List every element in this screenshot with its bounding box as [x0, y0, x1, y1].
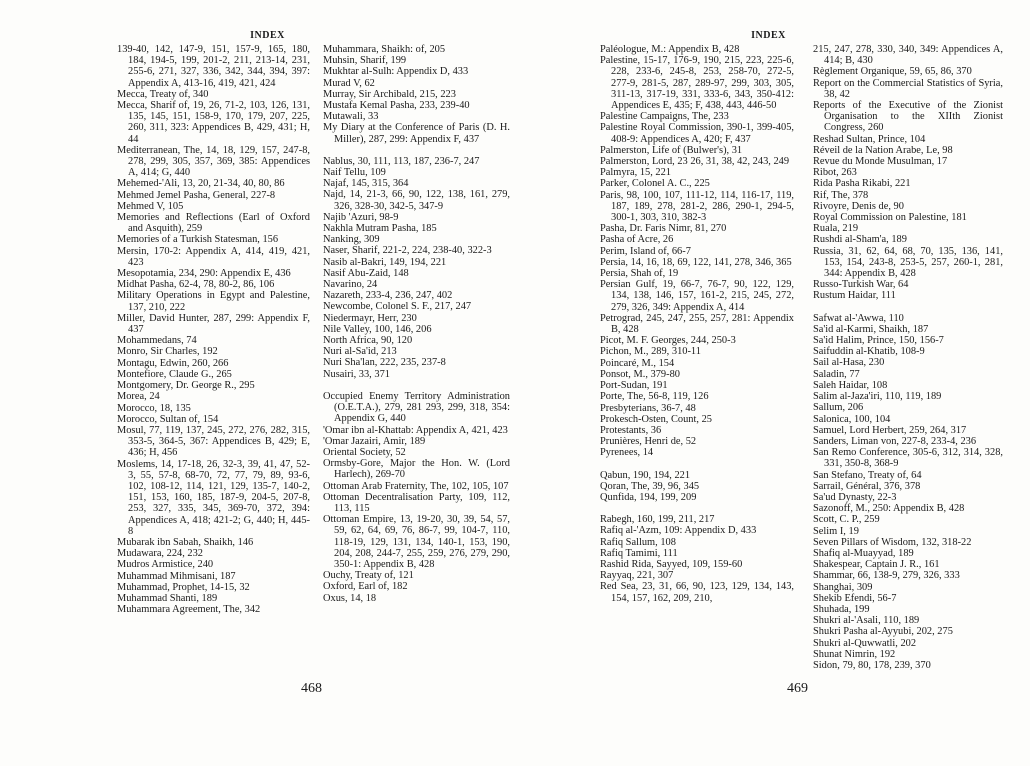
index-entry: Qabun, 190, 194, 221 — [600, 469, 691, 481]
index-entry: Muhammad Shanti, 189 — [117, 592, 218, 604]
index-entry: Mutawali, 33 — [323, 111, 379, 123]
index-entry: North Africa, 90, 120 — [323, 335, 413, 347]
index-entry: Palestine Royal Commission, 390-1, 399-405, 408-9: Appendices A, 420; F, 437 — [600, 122, 794, 145]
index-entry: Qunfida, 194, 199, 209 — [600, 491, 697, 503]
index-entry: Nanking, 309 — [323, 234, 380, 246]
index-entry: Montgomery, Dr. George R., 295 — [117, 380, 255, 392]
index-entry: 215, 247, 278, 330, 340, 349: Appendices A, 414; B, 430 — [813, 44, 1003, 67]
index-entry: Shakespear, Captain J. R., 161 — [813, 559, 940, 571]
index-entry: Najd, 14, 21-3, 66, 90, 122, 138, 161, 279, 326, 328-30, 342-5, 347-9 — [323, 189, 510, 212]
index-entry: Rashid Rida, Sayyed, 109, 159-60 — [600, 558, 743, 570]
index-entry: Reports of the Executive of the Zionist Organisation to the XIIth Zionist Congress, 260 — [813, 100, 1003, 134]
index-entry: Sazonoff, M., 250: Appendix B, 428 — [813, 503, 965, 515]
index-entry: My Diary at the Conference of Paris (D. H. Miller), 287, 299: Appendix F, 437 — [323, 122, 510, 145]
index-entry: Miller, David Hunter, 287, 299: Appendix F, 437 — [117, 312, 310, 336]
index-entry: Poincaré, M., 154 — [600, 357, 675, 369]
index-entry: Mohammedans, 74 — [117, 335, 197, 347]
index-entry: Saifuddin al-Khatib, 108-9 — [813, 346, 925, 358]
index-entry: Ribot, 263 — [813, 167, 857, 179]
index-entry: Sarrail, Général, 376, 378 — [813, 480, 921, 492]
index-entry: Rafiq Tamimi, 111 — [600, 547, 678, 559]
index-entry: Réveil de la Nation Arabe, Le, 98 — [813, 144, 953, 156]
index-entry: Paris, 98, 100, 107, 111-12, 114, 116-17, 119, 187, 189, 278, 281-2, 286, 290-1, 294-5, 300-1, 303, 310, 382-3 — [600, 189, 794, 224]
index-entry: Saleh Haidar, 108 — [813, 379, 888, 391]
index-entry: Shukri Pasha al-Ayyubi, 202, 275 — [813, 626, 953, 638]
index-entry: Oriental Society, 52 — [323, 446, 406, 458]
index-entry: Sa'id al-Karmi, Shaikh, 187 — [813, 323, 929, 335]
page-header: INDEX — [250, 30, 285, 41]
index-entry: Shafiq al-Muayyad, 189 — [813, 547, 914, 559]
index-entry: Naser, Sharif, 221-2, 224, 238-40, 322-3 — [323, 245, 492, 257]
index-entry: Ormsby-Gore, Major the Hon. W. (Lord Harlech), 269-70 — [323, 458, 510, 481]
index-entry: Mudawara, 224, 232 — [117, 548, 203, 560]
index-entry: Mudros Armistice, 240 — [117, 559, 214, 571]
index-entry: Rafiq Sallum, 108 — [600, 536, 676, 548]
index-entry: Revue du Monde Musulman, 17 — [813, 156, 948, 168]
index-entry: San Stefano, Treaty of, 64 — [813, 469, 922, 481]
index-entry: Morocco, Sultan of, 154 — [117, 413, 219, 425]
index-entry: Nazareth, 233-4, 236, 247, 402 — [323, 290, 453, 302]
index-entry: Naif Tellu, 109 — [323, 167, 386, 179]
index-entry: Navarino, 24 — [323, 279, 378, 291]
index-entry: Règlement Organique, 59, 65, 86, 370 — [813, 66, 972, 78]
index-entry: Niedermayr, Herr, 230 — [323, 312, 417, 324]
index-entry: Ottoman Empire, 13, 19-20, 30, 39, 54, 57, 59, 62, 64, 69, 76, 86-7, 99, 104-7, 110, 118-19, 129, 131, 134, 140-1, 153, 190, 204, 208, 244-7, 255, 259, 276, 279, 290, 350-1: Appendix B, 428 — [323, 514, 510, 570]
index-entry: Montagu, Edwin, 260, 266 — [117, 357, 229, 369]
index-column — [117, 44, 310, 615]
index-entry: Shukri al-'Asali, 110, 189 — [813, 615, 920, 627]
index-entry: Red Sea, 23, 31, 66, 90, 123, 129, 134, 143, 154, 157, 162, 209, 210, — [600, 581, 794, 604]
index-entry: Presbyterians, 36-7, 48 — [600, 402, 696, 414]
page-number: 468 — [301, 681, 322, 696]
index-entry: Muhammad Mihmisani, 187 — [117, 570, 236, 582]
index-entry: Mehemed-'Ali, 13, 20, 21-34, 40, 80, 86 — [117, 178, 285, 190]
index-entry: 'Omar Jazairi, Amir, 189 — [323, 435, 426, 447]
index-entry: Report on the Commercial Statistics of Syria, 38, 42 — [813, 77, 1003, 100]
index-entry: Shekib Efendi, 56-7 — [813, 592, 897, 604]
index-entry: Rif, The, 378 — [813, 189, 869, 201]
index-entry: Murray, Sir Archibald, 215, 223 — [323, 88, 456, 100]
index-entry: Sidon, 79, 80, 178, 239, 370 — [813, 659, 931, 671]
index-entry: Rida Pasha Rikabi, 221 — [813, 178, 911, 190]
index-entry: Persia, Shah of, 19 — [600, 268, 679, 280]
index-entry: Safwat al-'Awwa, 110 — [813, 312, 904, 324]
index-entry: Russia, 31, 62, 64, 68, 70, 135, 136, 141, 153, 154, 243-8, 253-5, 257, 260-1, 281, 344: Appendix B, 428 — [813, 245, 1003, 280]
index-entry: Oxus, 14, 18 — [323, 592, 377, 604]
index-entry: Sail al-Hasa, 230 — [813, 357, 885, 369]
index-entry: Nile Valley, 100, 146, 206 — [323, 323, 432, 335]
index-entry: Pasha, Dr. Faris Nimr, 81, 270 — [600, 223, 727, 235]
index-entry: Mecca, Sharif of, 19, 26, 71-2, 103, 126, 131, 135, 145, 151, 158-9, 170, 179, 207, 225, 260, 311, 323: Appendices B, 429, 431; H, 44 — [117, 100, 310, 145]
index-entry: Pyrenees, 14 — [600, 447, 654, 459]
index-entry: Parker, Colonel A. C., 225 — [600, 178, 710, 190]
index-entry: Port-Sudan, 191 — [600, 380, 668, 392]
index-entry: Ruala, 219 — [813, 223, 859, 235]
index-entry: Prunières, Henri de, 52 — [600, 436, 697, 448]
index-entry: Mecca, Treaty of, 340 — [117, 88, 209, 100]
index-entry: Morea, 24 — [117, 391, 160, 403]
index-entry: Sa'id Halim, Prince, 150, 156-7 — [813, 335, 944, 347]
index-entry: Ponsot, M., 379-80 — [600, 368, 680, 380]
index-entry: Rustum Haidar, 111 — [813, 290, 896, 302]
index-entry: Rafiq al-'Azm, 109: Appendix D, 433 — [600, 525, 757, 537]
index-entry: Palestine, 15-17, 176-9, 190, 215, 223, 225-6, 228, 233-6, 245-8, 253, 258-70, 272-5, 277-9, 281-5, 287, 289-97, 299, 303, 305, 311-13, 317-19, 331, 333-6, 343, 350-412: Appendices E, 435; F, 438, 443, 446-50 — [600, 55, 794, 112]
index-entry: Shanghai, 309 — [813, 581, 873, 593]
index-entry: Petrograd, 245, 247, 255, 257, 281: Appendix B, 428 — [600, 312, 794, 336]
index-entry: Sa'ud Dynasty, 22-3 — [813, 491, 897, 503]
index-entry: Shukri al-Quwwatli, 202 — [813, 637, 917, 649]
index-entry: Memories and Reflections (Earl of Oxford and Asquith), 259 — [117, 212, 310, 235]
index-entry: Moslems, 14, 17-18, 26, 32-3, 39, 41, 47, 52-3, 55, 57-8, 68-70, 72, 77, 79, 89, 93-6, 102, 108-12, 114, 121, 129, 135-7, 140-2, 151, 153, 160, 185, 187-9, 204-5, 207-8, 253, 327, 335, 345, 369-70, 372, 394: Appendices A, 418; 421-2; G, 440; H, 445-8 — [117, 458, 310, 537]
index-entry: Muhsin, Sharif, 199 — [323, 55, 407, 67]
page-header: INDEX — [751, 30, 786, 41]
index-entry: Ottoman Arab Fraternity, The, 102, 105, 107 — [323, 480, 509, 492]
index-entry: Protestants, 36 — [600, 424, 662, 436]
index-entry: Muhammara, Shaikh: of, 205 — [323, 44, 446, 55]
index-entry: Monro, Sir Charles, 192 — [117, 346, 218, 358]
index-entry: Pichon, M., 289, 310-11 — [600, 346, 701, 358]
index-entry: Nablus, 30, 111, 113, 187, 236-7, 247 — [323, 155, 480, 167]
index-entry: Nasib al-Bakri, 149, 194, 221 — [323, 256, 447, 268]
index-entry: Muhammad, Prophet, 14-15, 32 — [117, 581, 250, 593]
index-entry: Royal Commission on Palestine, 181 — [813, 212, 967, 224]
index-entry: Mukhtar al-Sulh: Appendix D, 433 — [323, 66, 469, 78]
index-entry: Nuri Sha'lan, 222, 235, 237-8 — [323, 357, 446, 369]
index-entry: Paléologue, M.: Appendix B, 428 — [600, 44, 740, 55]
index-entry: Newcombe, Colonel S. F., 217, 247 — [323, 301, 472, 313]
index-entry: Palmyra, 15, 221 — [600, 167, 671, 179]
index-entry: Mersin, 170-2: Appendix A, 414, 419, 421, 423 — [117, 245, 310, 268]
index-entry: Mehmed Jemel Pasha, General, 227-8 — [117, 189, 276, 201]
index-entry: Shuhada, 199 — [813, 603, 870, 615]
index-entry: Memories of a Turkish Statesman, 156 — [117, 234, 279, 246]
index-entry: Rushdi al-Sham'a, 189 — [813, 234, 907, 246]
page-number: 469 — [787, 681, 808, 696]
index-entry: Salim al-Jaza'iri, 110, 119, 189 — [813, 391, 942, 403]
index-entry: Persian Gulf, 19, 66-7, 76-7, 90, 122, 129, 134, 138, 146, 157, 161-2, 215, 245, 272, 279, 326, 349: Appendix A, 414 — [600, 279, 794, 313]
index-entry: Samuel, Lord Herbert, 259, 264, 317 — [813, 424, 967, 436]
index-entry: Perim, Island of, 66-7 — [600, 245, 691, 257]
index-entry: Mesopotamia, 234, 290: Appendix E, 436 — [117, 268, 291, 280]
index-entry: Najaf, 145, 315, 364 — [323, 178, 409, 190]
index-entry: Saladin, 77 — [813, 368, 860, 380]
index-entry: Mediterranean, The, 14, 18, 129, 157, 247-8, 278, 299, 305, 357, 369, 385: Appendices A, 414; G, 440 — [117, 144, 310, 179]
index-entry: 139-40, 142, 147-9, 151, 157-9, 165, 180, 184, 194-5, 199, 201-2, 211, 213-14, 231, 255-6, 271, 327, 336, 342, 344, 394, 397: Appendix A, 413-16, 419, 421, 424 — [117, 44, 310, 89]
index-entry: Picot, M. F. Georges, 244, 250-3 — [600, 335, 736, 347]
index-entry: Morocco, 18, 135 — [117, 402, 191, 414]
index-entry: Mehmed V, 105 — [117, 200, 184, 212]
index-entry: Najib 'Azuri, 98-9 — [323, 211, 399, 223]
index-entry: Palestine Campaigns, The, 233 — [600, 111, 729, 123]
index-entry: Midhat Pasha, 62-4, 78, 80-2, 86, 106 — [117, 279, 275, 291]
index-entry: Palmerston, Lord, 23 26, 31, 38, 42, 243, 249 — [600, 156, 790, 168]
index-entry: Murad V, 62 — [323, 77, 375, 89]
index-entry: Rayyaq, 221, 307 — [600, 570, 674, 582]
index-entry: 'Omar ibn al-Khattab: Appendix A, 421, 423 — [323, 424, 508, 436]
index-entry: Nuri al-Sa'id, 213 — [323, 346, 397, 358]
index-entry: Palmerston, Life of (Bulwer's), 31 — [600, 144, 743, 156]
index-entry: San Remo Conference, 305-6, 312, 314, 328, 331, 350-8, 368-9 — [813, 447, 1003, 470]
index-column — [600, 44, 794, 604]
index-entry: Nakhla Mutram Pasha, 185 — [323, 223, 437, 235]
index-entry: Ouchy, Treaty of, 121 — [323, 570, 414, 582]
index-entry: Sanders, Liman von, 227-8, 233-4, 236 — [813, 435, 977, 447]
right-page — [515, 0, 1030, 766]
index-entry: Muhammara Agreement, The, 342 — [117, 604, 261, 616]
index-entry: Seven Pillars of Wisdom, 132, 318-22 — [813, 536, 972, 548]
index-entry: Porte, The, 56-8, 119, 126 — [600, 391, 709, 403]
index-entry: Nasif Abu-Zaid, 148 — [323, 267, 409, 279]
index-entry: Rabegh, 160, 199, 211, 217 — [600, 514, 715, 526]
index-entry: Mubarak ibn Sabah, Shaikh, 146 — [117, 536, 254, 548]
index-entry: Oxford, Earl of, 182 — [323, 581, 408, 593]
index-entry: Selim I, 19 — [813, 525, 859, 537]
index-entry: Scott, C. P., 259 — [813, 514, 880, 526]
index-entry: Shunat Nimrin, 192 — [813, 648, 896, 660]
index-entry: Nusairi, 33, 371 — [323, 368, 390, 380]
index-entry: Prokesch-Osten, Count, 25 — [600, 413, 712, 425]
index-entry: Pasha of Acre, 26 — [600, 234, 674, 246]
index-entry: Persia, 14, 16, 18, 69, 122, 141, 278, 346, 365 — [600, 256, 792, 268]
index-entry: Russo-Turkish War, 64 — [813, 279, 909, 291]
index-entry: Mustafa Kemal Pasha, 233, 239-40 — [323, 100, 470, 112]
index-entry: Montefiore, Claude G., 265 — [117, 368, 232, 380]
index-entry: Shammar, 66, 138-9, 279, 326, 333 — [813, 570, 960, 582]
index-entry: Sallum, 206 — [813, 402, 864, 414]
index-entry: Military Operations in Egypt and Palestine, 137, 210, 222 — [117, 290, 310, 313]
index-column — [813, 44, 1003, 671]
index-entry: Rivoyre, Denis de, 90 — [813, 200, 904, 212]
index-entry: Occupied Enemy Territory Administration (O.E.T.A.), 279, 281 293, 299, 318, 354: Appendix G, 440 — [323, 390, 510, 425]
index-entry: Ottoman Decentralisation Party, 109, 112, 113, 115 — [323, 491, 510, 514]
index-entry: Salonica, 100, 104 — [813, 413, 891, 425]
index-entry: Mosul, 77, 119, 137, 245, 272, 276, 282, 315, 353-5, 364-5, 367: Appendices B, 429; E, 436; H, 456 — [117, 424, 310, 459]
index-entry: Qoran, The, 39, 96, 345 — [600, 480, 700, 492]
index-entry: Reshad Sultan, Prince, 104 — [813, 133, 926, 145]
index-column — [323, 44, 510, 604]
